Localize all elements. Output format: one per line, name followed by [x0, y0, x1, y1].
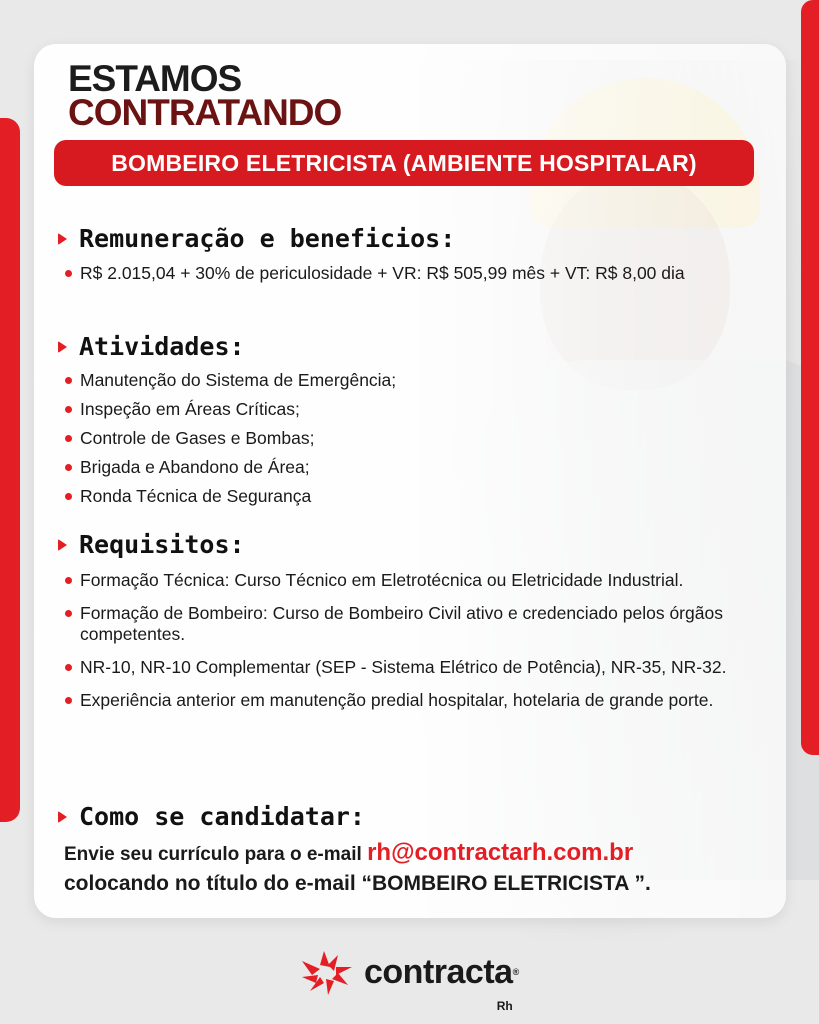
list-item: Formação Técnica: Curso Técnico em Eletrotécnica ou Eletricidade Industrial.: [64, 570, 754, 591]
headline-line-1: ESTAMOS: [68, 58, 242, 99]
triangle-bullet-icon: [58, 341, 67, 353]
list-item: Brigada e Abandono de Área;: [64, 457, 704, 478]
section-candidatar-label: Como se candidatar:: [79, 802, 365, 831]
list-item: Controle de Gases e Bombas;: [64, 428, 704, 449]
section-atividades-label: Atividades:: [79, 332, 245, 361]
remuneracao-list: [64, 263, 704, 284]
apply-line-2: colocando no título do e-mail “BOMBEIRO ELETRICISTA ”.: [64, 872, 651, 895]
apply-line-1: [64, 838, 764, 870]
section-atividades-title: [58, 332, 245, 361]
apply-text: Envie seu currículo para o e-mail: [64, 844, 362, 865]
requisitos-list: [64, 570, 754, 723]
logo-name: contracta: [364, 953, 513, 991]
left-accent-bar: [0, 118, 20, 822]
section-candidatar-title: [58, 802, 365, 831]
list-item: Formação de Bombeiro: Curso de Bombeiro Civil ativo e credenciado pelos órgãos competentes.: [64, 603, 754, 645]
section-requisitos-title: [58, 530, 245, 559]
logo-suffix: Rh: [496, 999, 513, 1013]
triangle-bullet-icon: [58, 233, 67, 245]
triangle-bullet-icon: [58, 539, 67, 551]
section-remuneracao-label: Remuneração e beneficios:: [79, 224, 456, 253]
role-banner: BOMBEIRO ELETRICISTA (AMBIENTE HOSPITALAR): [54, 140, 754, 186]
right-accent-bar: [801, 0, 819, 755]
atividades-list: [64, 370, 704, 515]
contracta-logo: [298, 944, 519, 1013]
apply-email-link[interactable]: rh@contractarh.com.br: [367, 839, 634, 866]
list-item: NR-10, NR-10 Complementar (SEP - Sistema Elétrico de Potência), NR-35, NR-32.: [64, 657, 754, 678]
list-item: Experiência anterior em manutenção predial hospitalar, hotelaria de grande porte.: [64, 690, 754, 711]
section-remuneracao-title: [58, 224, 455, 253]
contracta-logo-icon: [298, 947, 356, 997]
list-item: R$ 2.015,04 + 30% de periculosidade + VR: R$ 505,99 mês + VT: R$ 8,00 dia: [64, 263, 704, 284]
apply-instructions: [64, 838, 764, 898]
list-item: Ronda Técnica de Segurança: [64, 486, 704, 507]
list-item: Inspeção em Áreas Críticas;: [64, 399, 704, 420]
section-requisitos-label: Requisitos:: [79, 530, 245, 559]
headline-line-2: CONTRATANDO: [68, 92, 342, 133]
triangle-bullet-icon: [58, 811, 67, 823]
logo-registered: ®: [512, 967, 519, 977]
headline: [68, 58, 342, 133]
list-item: Manutenção do Sistema de Emergência;: [64, 370, 704, 391]
logo-wordmark: [364, 953, 519, 1013]
